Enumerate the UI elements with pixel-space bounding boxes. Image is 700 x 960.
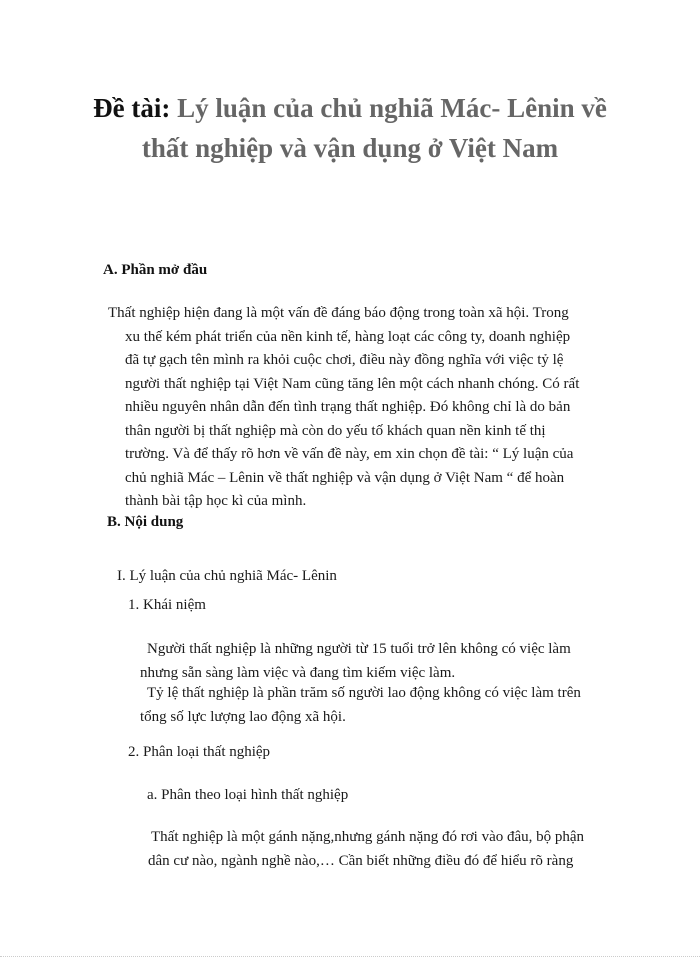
item-2-heading: 2. Phân loại thất nghiệp	[128, 744, 271, 760]
paragraph-line: đã tự gạch tên mình ra khỏi cuộc chơi, điều này đồng nghĩa với việc tỷ lệ	[125, 352, 564, 368]
section-b-heading: B. Nội dung	[107, 514, 184, 530]
paragraph-line: thân người bị thất nghiệp mà còn do yếu tố khách quan nền kinh tế thị	[125, 422, 546, 439]
paragraph-line: người thất nghiệp tại Việt Nam cũng tăng lên một cách nhanh chóng. Có rất	[125, 375, 580, 392]
definition-1	[140, 638, 571, 685]
paragraph-line: trường. Và để thấy rõ hơn về vấn đề này, em xin chọn đề tài: “ Lý luận của	[125, 446, 574, 462]
section-a-heading: A. Phần mở đầu	[103, 262, 208, 278]
paragraph-line: nhiều nguyên nhân dẫn đến tình trạng thất nghiệp. Đó không chỉ là do bản	[125, 399, 571, 415]
title-prefix: Đề tài:	[93, 93, 171, 123]
paragraph-line: Thất nghiệp hiện đang là một vấn đề đáng báo động trong toàn xã hội. Trong	[108, 305, 569, 321]
page-bottom-rule	[0, 956, 700, 957]
paragraph-line: xu thế kém phát triển của nền kinh tế, hàng loạt các công ty, doanh nghiệp	[125, 328, 571, 345]
document-title	[40, 88, 660, 168]
paragraph-line: chủ nghiã Mác – Lênin về thất nghiệp và vận dụng ở Việt Nam “ để hoàn	[125, 469, 565, 486]
closing-paragraph	[148, 826, 584, 873]
definition-2	[140, 682, 581, 729]
item-1-heading: 1. Khái niệm	[128, 597, 206, 613]
paragraph-line: thành bài tập học kì của mình.	[125, 493, 307, 509]
paragraph-line: Thất nghiệp là một gánh nặng,nhưng gánh nặng đó rơi vào đâu, bộ phận	[151, 829, 585, 845]
title-text-line-2: thất nghiệp và vận dụng ở Việt Nam	[141, 133, 559, 163]
definition-line: tổng số lực lượng lao động xã hội.	[140, 708, 346, 725]
definition-line: Tỷ lệ thất nghiệp là phần trăm số người lao động không có việc làm trên	[147, 685, 581, 701]
definition-line: Người thất nghiệp là những người từ 15 tuổi trở lên không có việc làm	[147, 641, 571, 657]
sub-a-heading: a. Phân theo loại hình thất nghiệp	[147, 787, 349, 803]
section-a-paragraph	[108, 302, 579, 514]
title-text-line-1: Lý luận của chủ nghiã Mác- Lênin về	[177, 93, 607, 123]
paragraph-line: dân cư nào, ngành nghề nào,… Cần biết những điều đó để hiểu rõ ràng	[148, 852, 574, 869]
title-line-1	[40, 88, 660, 128]
part-1-heading: I. Lý luận của chủ nghiã Mác- Lênin	[117, 568, 337, 584]
definition-line: nhưng sẵn sàng làm việc và đang tìm kiếm việc làm.	[140, 664, 456, 681]
